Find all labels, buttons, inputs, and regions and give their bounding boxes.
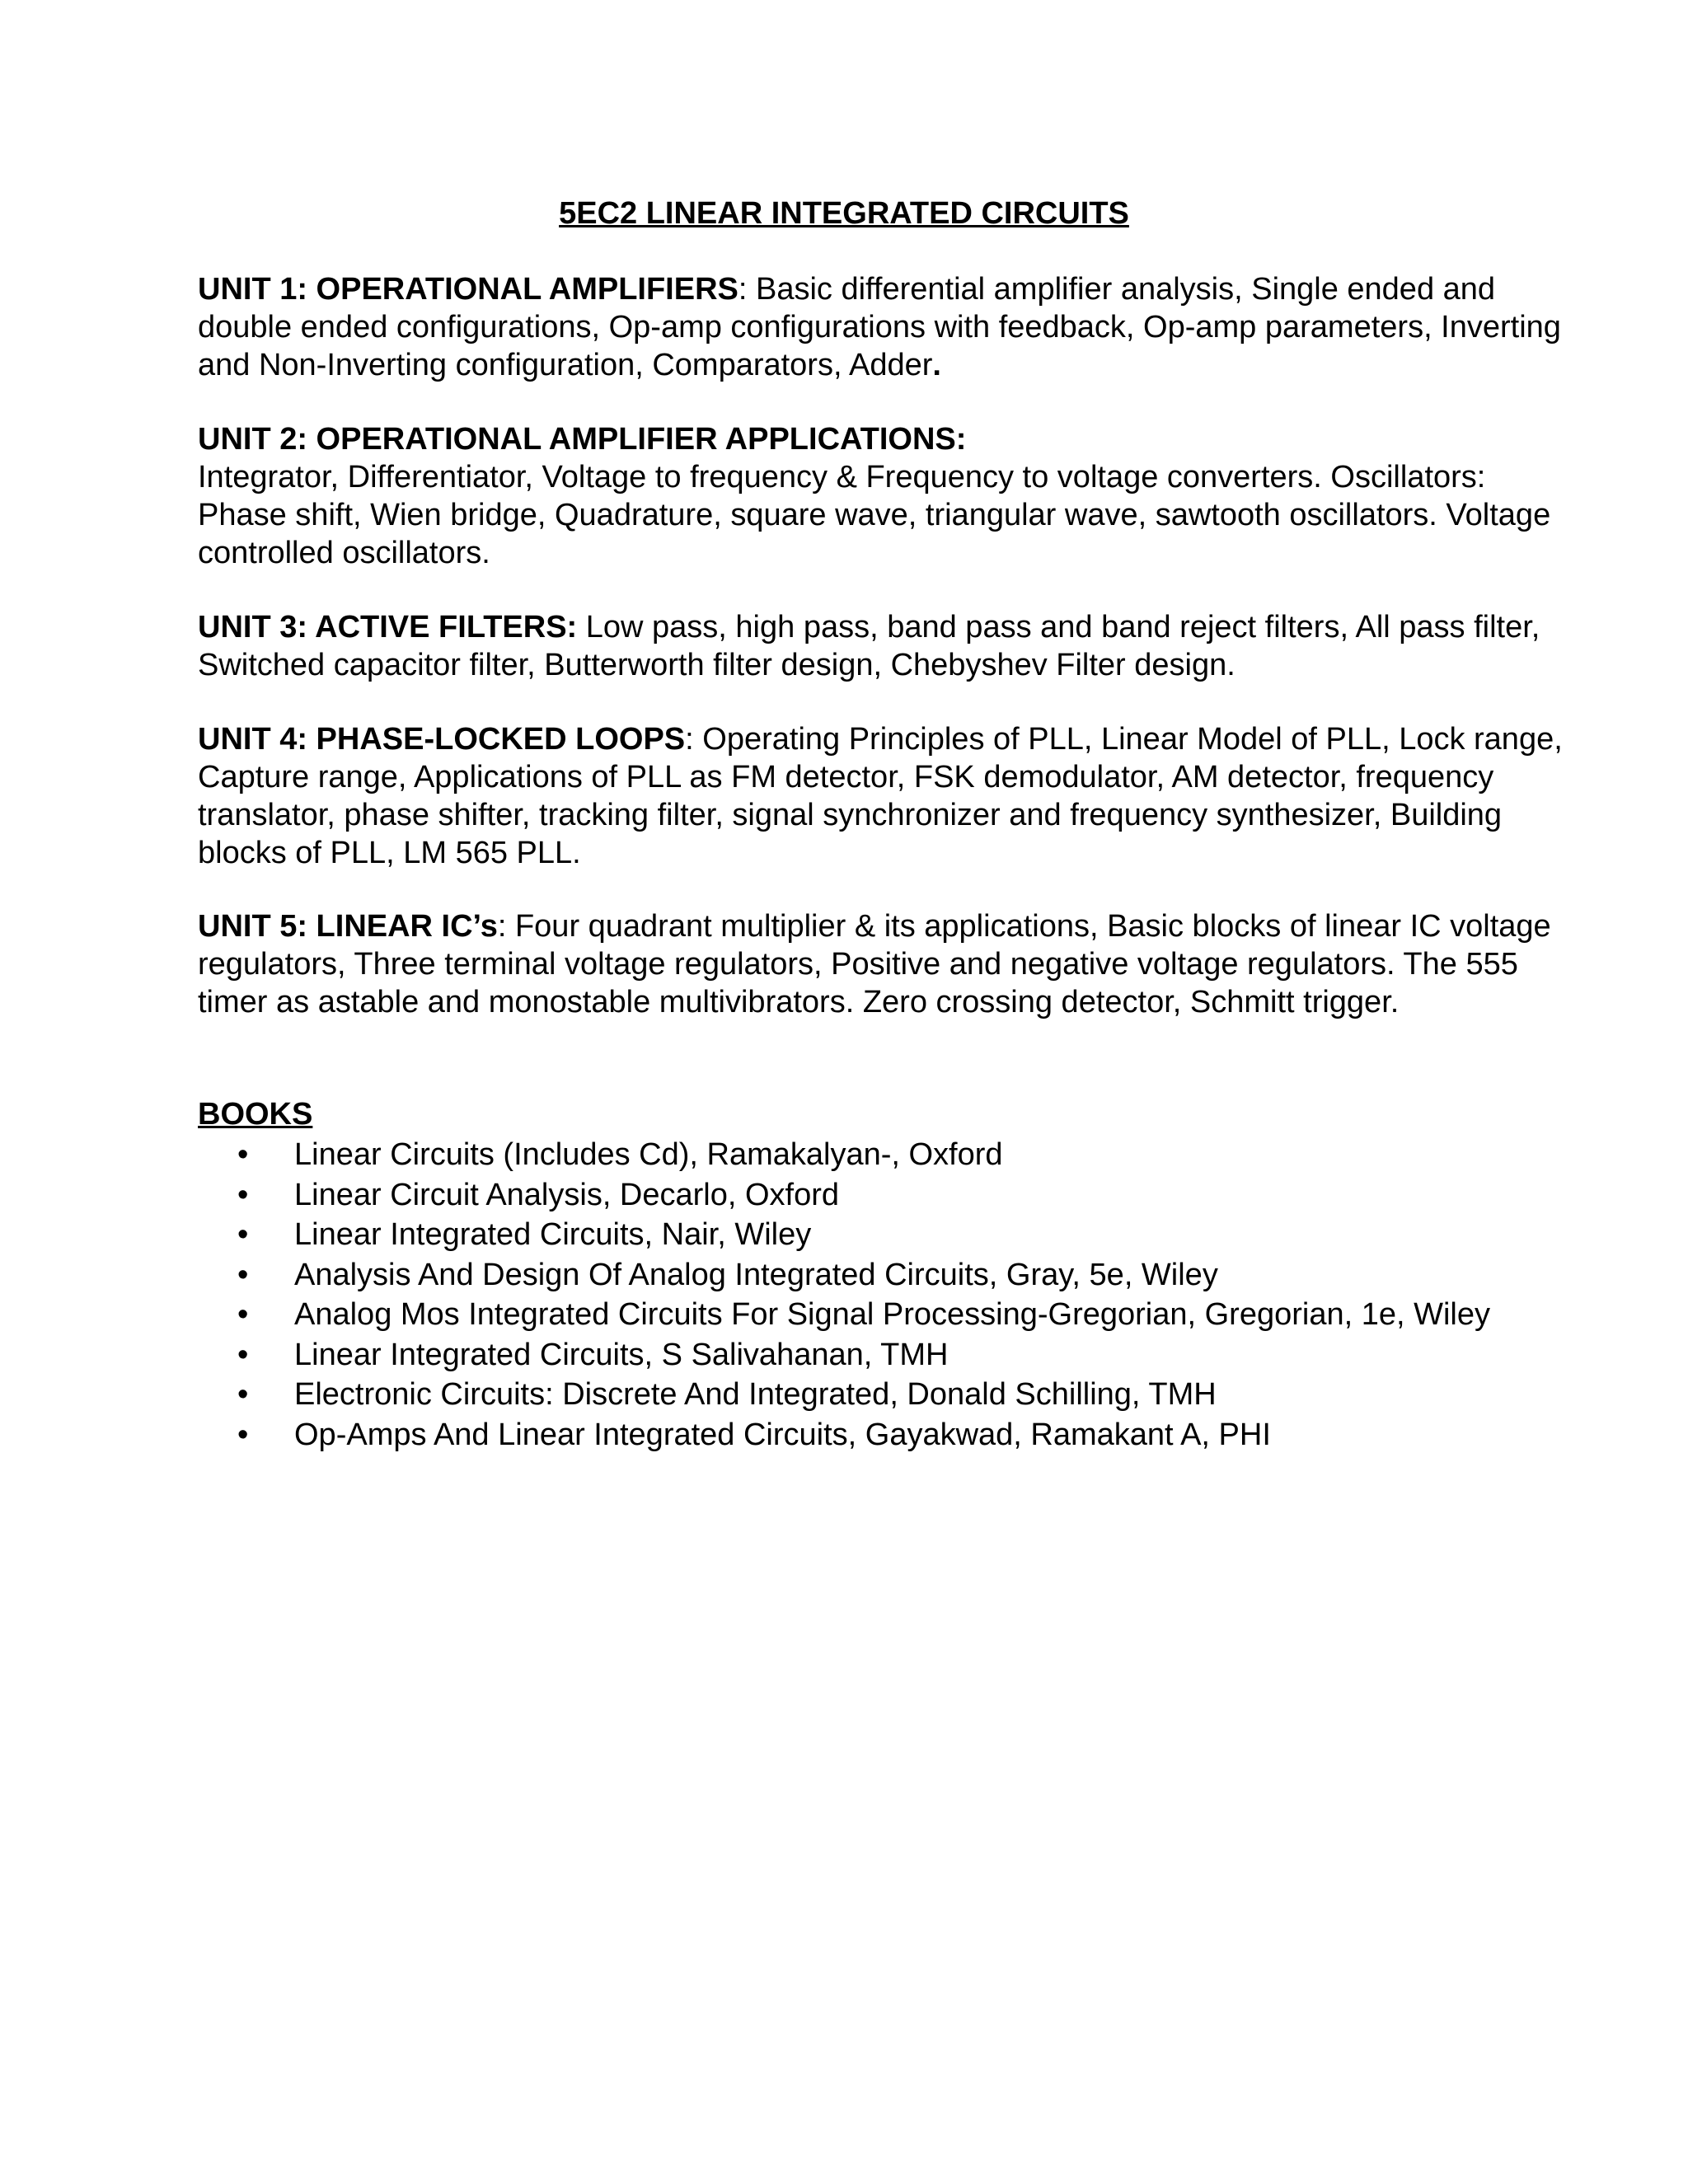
list-item <box>198 1256 1648 1296</box>
bullet-icon: • <box>237 1137 249 1172</box>
book-title: Linear Integrated Circuits, Nair, Wiley <box>294 1217 812 1252</box>
bullet-icon: • <box>237 1337 249 1372</box>
unit-3-section <box>198 608 1566 684</box>
unit-5-heading: UNIT 5: LINEAR IC’s <box>198 909 498 944</box>
books-heading: BOOKS <box>198 1097 313 1132</box>
book-title: Linear Integrated Circuits, S Salivahanan, TMH <box>294 1337 949 1372</box>
unit-1-text: : Basic differential amplifier analysis, Single ended and double ended configurations, Op-amp configurations with feedback, Op-amp parameters, Inverting and Non-Inverting configuration, Comparators, Adder <box>198 272 1561 382</box>
unit-1-section <box>198 270 1566 384</box>
unit-4-heading: UNIT 4: PHASE-LOCKED LOOPS <box>198 722 686 757</box>
book-title: Analog Mos Integrated Circuits For Signal Processing-Gregorian, Gregorian, 1e, Wiley <box>294 1297 1490 1332</box>
book-title: Op-Amps And Linear Integrated Circuits, Gayakwad, Ramakant A, PHI <box>294 1417 1271 1452</box>
book-title: Electronic Circuits: Discrete And Integrated, Donald Schilling, TMH <box>294 1377 1217 1412</box>
book-title: Linear Circuits (Includes Cd), Ramakalyan-, Oxford <box>294 1137 1003 1172</box>
unit-2-section <box>198 420 1566 572</box>
bullet-icon: • <box>237 1377 249 1412</box>
list-item <box>198 1136 1648 1176</box>
book-title: Linear Circuit Analysis, Decarlo, Oxford <box>294 1177 840 1212</box>
unit-1-heading: UNIT 1: OPERATIONAL AMPLIFIERS <box>198 272 738 307</box>
unit-4-section <box>198 720 1566 872</box>
book-title: Analysis And Design Of Analog Integrated Circuits, Gray, 5e, Wiley <box>294 1257 1218 1292</box>
unit-4-text: : Operating Principles of PLL, Linear Model of PLL, Lock range, Capture range, Applications of PLL as FM detector, FSK demodulator, AM detector, frequency translator, phase shifter, tracking filter, signal synchronizer and frequency synthesizer, Building blocks of PLL, LM 565 PLL. <box>198 722 1563 870</box>
unit-2-heading: UNIT 2: OPERATIONAL AMPLIFIER APPLICATIONS: <box>198 422 967 457</box>
page-title <box>0 194 1688 232</box>
unit-5-text: : Four quadrant multiplier & its applications, Basic blocks of linear IC voltage regulators, Three terminal voltage regulators, Positive and negative voltage regulators. The 555 timer as astable and monostable multivibrators. Zero crossing detector, Schmitt trigger. <box>198 909 1551 1019</box>
bullet-icon: • <box>237 1417 249 1452</box>
unit-2-text: Integrator, Differentiator, Voltage to frequency & Frequency to voltage converters. Oscillators: Phase shift, Wien bridge, Quadrature, square wave, triangular wave, sawtooth oscillators. Voltage controlled oscillators. <box>198 460 1551 570</box>
bullet-icon: • <box>237 1177 249 1212</box>
list-item <box>198 1336 1648 1376</box>
page-title-text: 5EC2 LINEAR INTEGRATED CIRCUITS <box>559 196 1129 231</box>
bullet-icon: • <box>237 1297 249 1332</box>
list-item <box>198 1296 1648 1336</box>
unit-3-text: Low pass, high pass, band pass and band reject filters, All pass filter, Switched capacitor filter, Butterworth filter design, Chebyshev Filter design. <box>198 610 1540 682</box>
list-item <box>198 1216 1648 1256</box>
list-item <box>198 1376 1648 1416</box>
unit-5-section <box>198 907 1566 1021</box>
bullet-icon: • <box>237 1217 249 1252</box>
list-item <box>198 1176 1648 1216</box>
bullet-icon: • <box>237 1257 249 1292</box>
unit-3-heading: UNIT 3: ACTIVE FILTERS: <box>198 610 578 644</box>
list-item <box>198 1416 1648 1456</box>
unit-1-trailing-period: . <box>932 348 941 382</box>
books-list <box>198 1136 1648 1455</box>
